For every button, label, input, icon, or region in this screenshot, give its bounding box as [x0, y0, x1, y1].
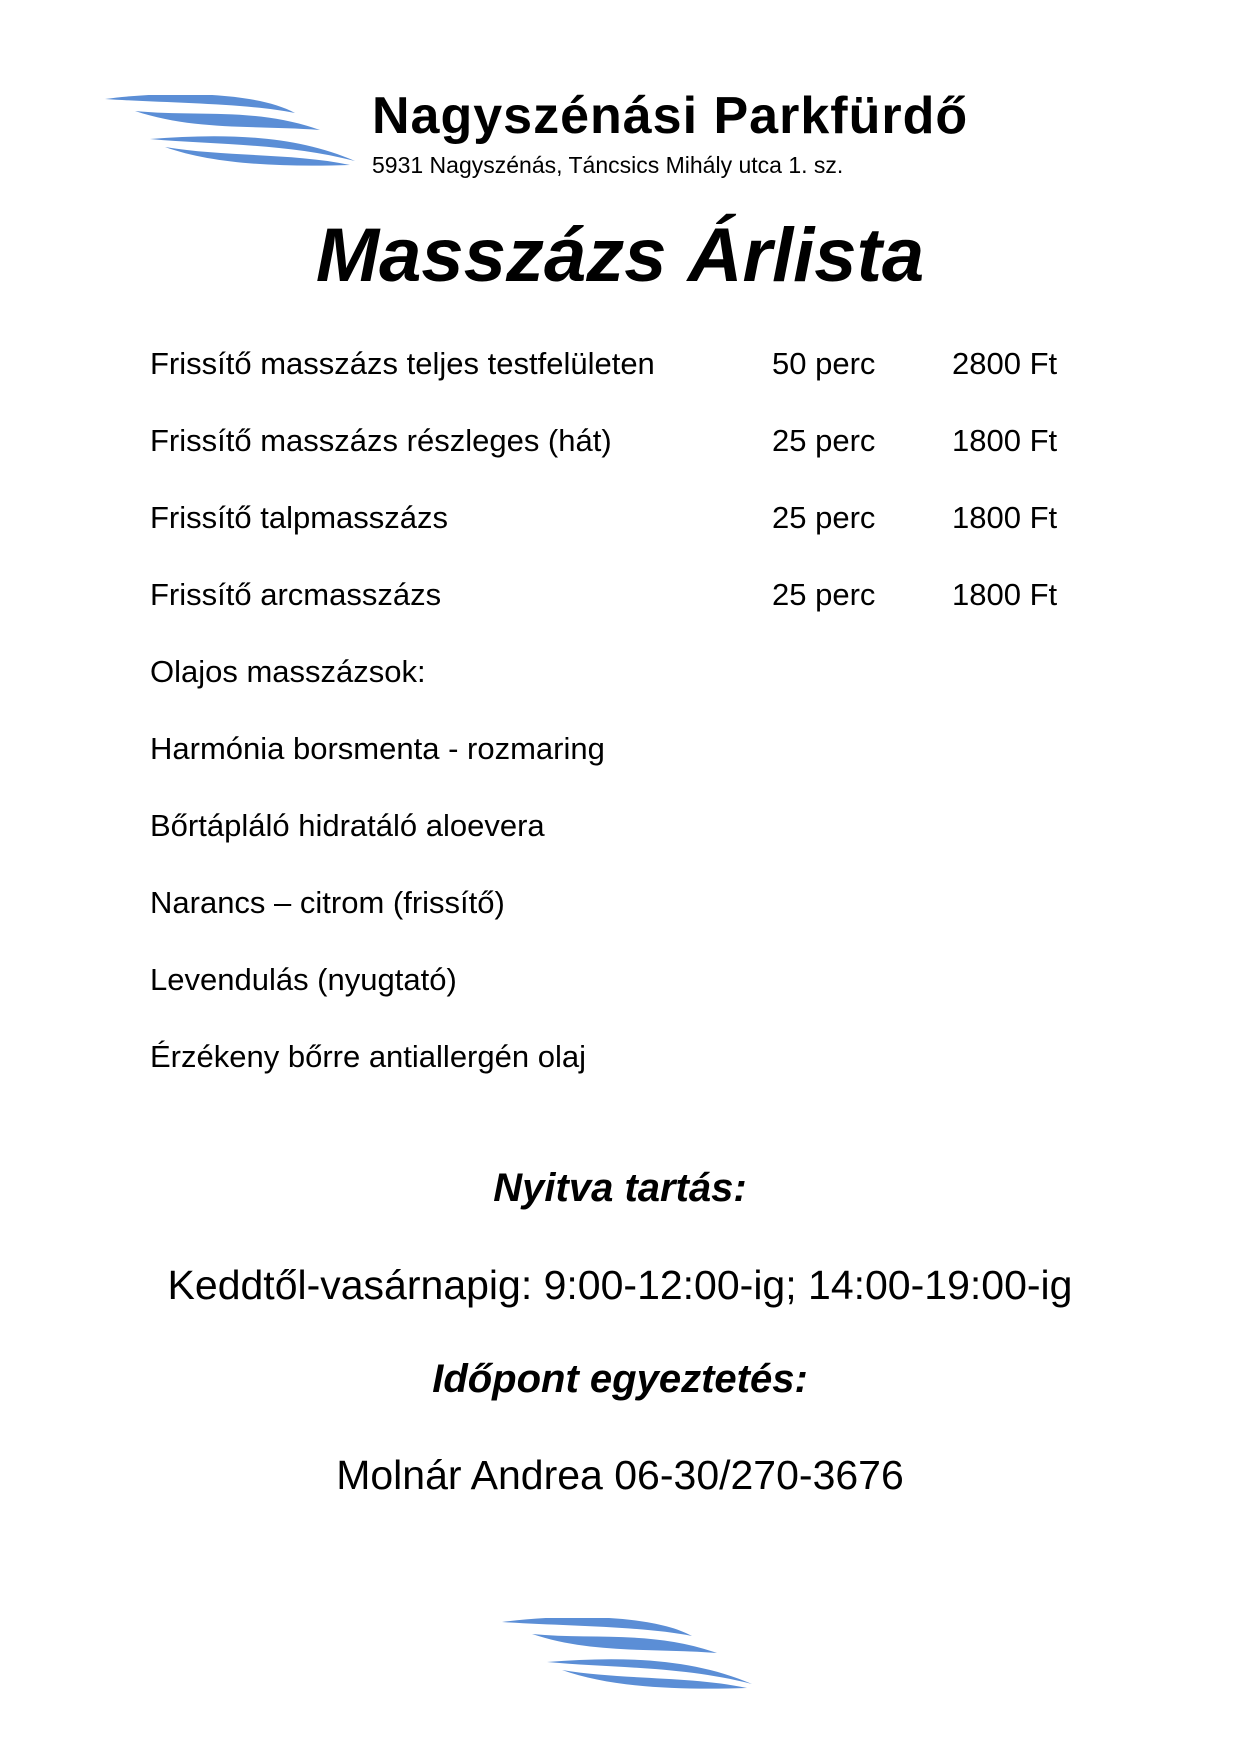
price-row: [150, 500, 1090, 540]
page-title: Masszázs Árlista: [315, 213, 925, 298]
price-row: [150, 577, 1090, 617]
service-duration: 25 perc: [772, 577, 876, 612]
oil-item: Narancs – citrom (frissítő): [150, 885, 505, 920]
service-price: 1800 Ft: [952, 423, 1058, 458]
oil-item: Bőrtápláló hidratáló aloevera: [150, 808, 545, 843]
service-name: Frissítő arcmasszázs: [150, 577, 442, 612]
oil-item: Érzékeny bőrre antiallergén olaj: [150, 1039, 586, 1074]
service-price: 1800 Ft: [952, 577, 1058, 612]
opening-heading: Nyitva tartás:: [493, 1166, 747, 1210]
wave-logo-icon: [502, 1618, 752, 1698]
price-row: [150, 423, 1090, 463]
service-name: Frissítő masszázs részleges (hát): [150, 423, 612, 458]
service-price: 2800 Ft: [952, 346, 1058, 381]
service-duration: 50 perc: [772, 346, 876, 381]
org-address: 5931 Nagyszénás, Táncsics Mihály utca 1. sz.: [372, 152, 844, 178]
service-name: Frissítő masszázs teljes testfelületen: [150, 346, 655, 381]
opening-hours: Keddtől-vasárnapig: 9:00-12:00-ig; 14:00-19:00-ig: [167, 1262, 1073, 1308]
oil-item: Harmónia borsmenta - rozmaring: [150, 731, 605, 766]
service-name: Frissítő talpmasszázs: [150, 500, 449, 535]
oil-section-heading: Olajos masszázsok:: [150, 654, 426, 689]
booking-heading: Időpont egyeztetés:: [432, 1357, 808, 1401]
service-duration: 25 perc: [772, 423, 876, 458]
oil-item: Levendulás (nyugtató): [150, 962, 457, 997]
price-row: [150, 346, 1090, 386]
wave-logo-icon: [105, 95, 355, 175]
booking-contact: Molnár Andrea 06-30/270-3676: [336, 1452, 904, 1498]
service-duration: 25 perc: [772, 500, 876, 535]
org-name: Nagyszénási Parkfürdő: [372, 87, 969, 145]
service-price: 1800 Ft: [952, 500, 1058, 535]
